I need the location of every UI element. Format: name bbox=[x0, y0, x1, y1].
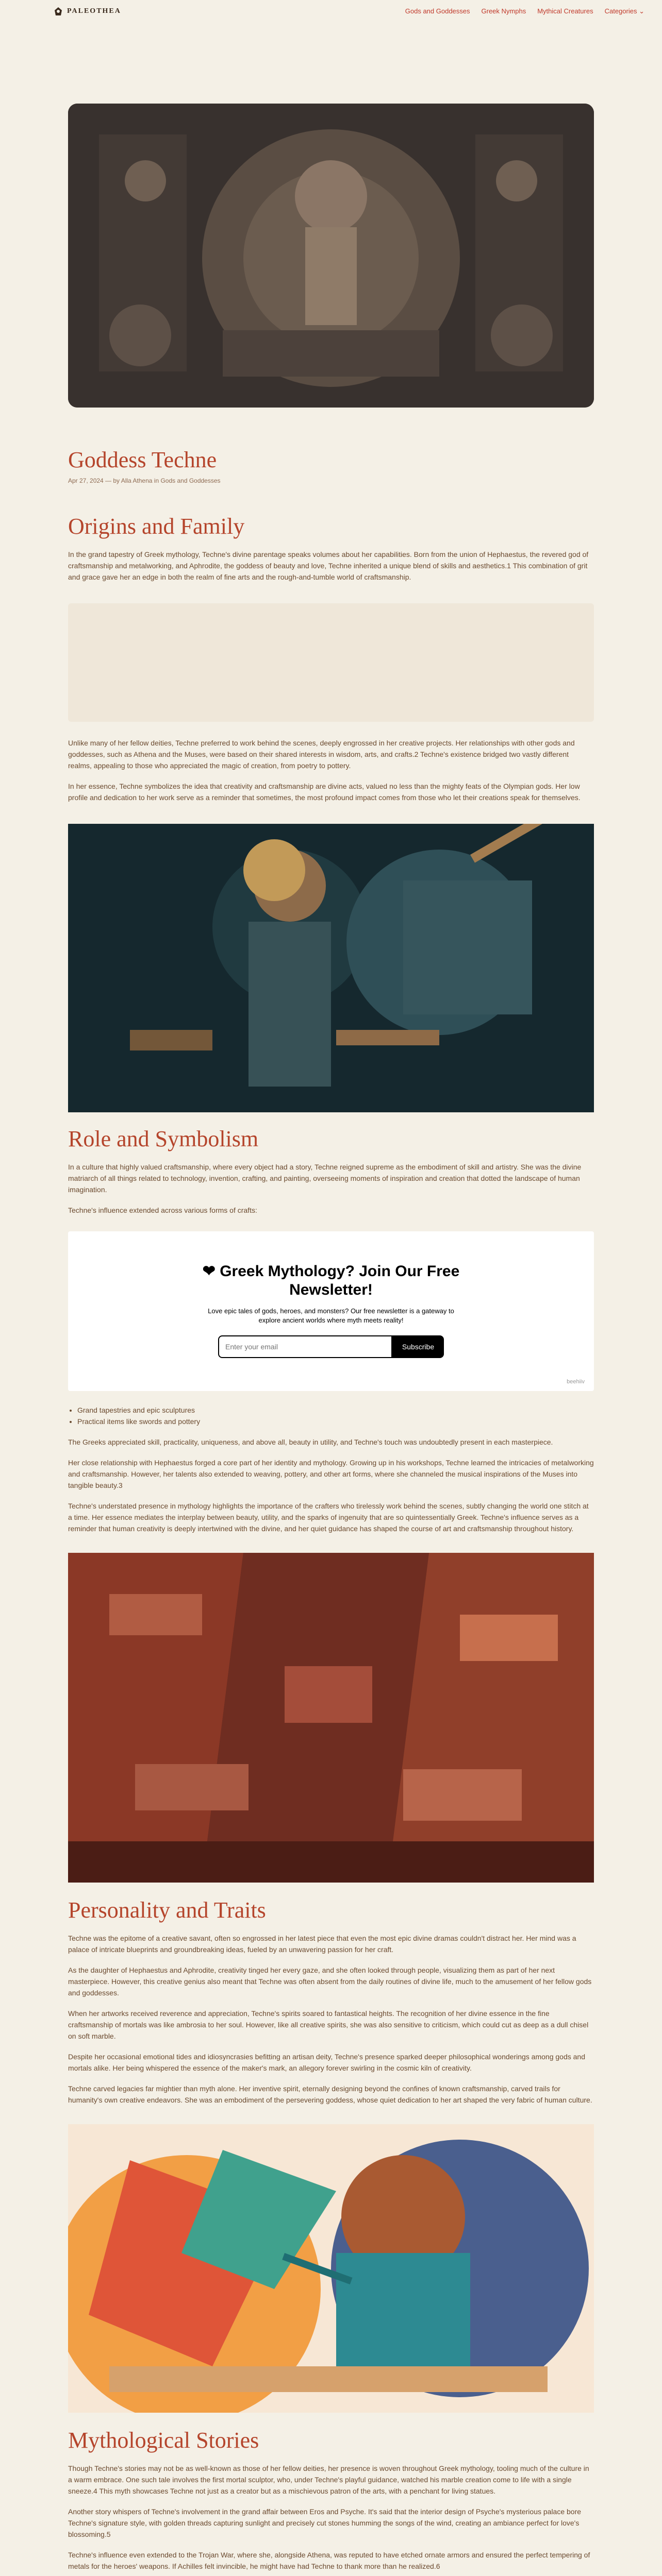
logo-text: PALEOTHEA bbox=[67, 7, 121, 15]
paragraph: The Greeks appreciated skill, practicality, uniqueness, and above all, beauty in utility, and Techne's touch was undoubtedly present in each masterpiece. bbox=[68, 1438, 553, 1446]
nav-categories[interactable] bbox=[605, 7, 644, 15]
list-item: • Grand tapestries and epic sculptures bbox=[77, 1404, 594, 1416]
main-nav bbox=[405, 7, 644, 15]
craft-list bbox=[68, 1404, 594, 1427]
paragraph: Techne was the epitome of a creative savant, often so engrossed in her latest piece that even the most epic divine dramas couldn't distract her. Her mind was a palace of intricate blueprints and groundbreaking ideas, fueled by an unwavering passion for her craft. bbox=[68, 1934, 576, 1954]
paragraph: Her close relationship with Hephaestus forged a core part of her identity and mythology. Growing up in his workshops, Techne learned the intricacies of metalworking and craftsmanship. However, her talents also extended to weaving, pottery, and other art forms, where she channeled the musical inspirations of the Muses into tangible beauty.3 bbox=[68, 1459, 594, 1489]
article bbox=[68, 104, 594, 2576]
site-logo[interactable] bbox=[54, 7, 121, 16]
newsletter-description: Love epic tales of gods, heroes, and monsters? Our free newsletter is a gateway to explore ancient worlds where myth meets reality! bbox=[208, 1307, 454, 1324]
section-heading: Origins and Family bbox=[68, 514, 245, 539]
nav-nymphs[interactable]: Greek Nymphs bbox=[481, 7, 526, 15]
newsletter-form bbox=[197, 1335, 465, 1358]
nav-gods[interactable]: Gods and Goddesses bbox=[405, 7, 470, 15]
section-heading: Mythological Stories bbox=[68, 2428, 259, 2453]
paragraph: Despite her occasional emotional tides and idiosyncrasies befitting an artisan deity, Techne's presence sparked deeper philosophical wonderings among gods and mortals alike. Her being whispered the essence of the maker's mark, an allegory forever swirling in the cosmic kiln of creativity. bbox=[68, 2053, 585, 2072]
newsletter-brand: beehiiv bbox=[567, 1379, 585, 1385]
nav-creatures[interactable]: Mythical Creatures bbox=[537, 7, 593, 15]
paragraph: In the grand tapestry of Greek mythology, Techne's divine parentage speaks volumes about her capabilities. Born from the union of Hephaestus, the revered god of craftsmanship and metalworking, and Aphrodite, the goddess of beauty and love, Techne inherited a unique blend of skills and aesthetics.1 This combination of grit and grace gave her an edge in both the realm of fine arts and the rough-and-tumble world of craftsmanship. bbox=[68, 550, 589, 581]
paragraph: Techne carved legacies far mightier than myth alone. Her inventive spirit, eternally designing beyond the confines of known craftsmanship, carved trails for humanity's own creative endeavors. She was an embodiment of the persevering goddess, whose quiet dedication to her art shaped the very fabric of human culture. bbox=[68, 2084, 592, 2104]
post-meta: Apr 27, 2024 — by Alla Athena in Gods and Goddesses bbox=[68, 477, 221, 484]
section-heading: Personality and Traits bbox=[68, 1897, 266, 1923]
page-title: Goddess Techne bbox=[68, 447, 217, 472]
article-image bbox=[68, 824, 594, 1112]
paragraph: Techne's influence even extended to the Trojan War, where she, alongside Athena, was reputed to have etched ornate armors and ensured the perfect tempering of metals for the heroes' weapons. If Achilles felt invincible, he might have had Techne to thank more than he realized.6 bbox=[68, 2551, 590, 2570]
paragraph: Though Techne's stories may not be as well-known as those of her fellow deities, her presence is woven throughout Greek mythology, tooling much of the culture in a warm embrace. One such tale involves the first mortal sculptor, who, under Techne's playful guidance, watched his marble creation come to life with a single sneeze.4 This myth showcases Techne not just as a creator but as a mischievous patron of the arts, with a penchant for living statues. bbox=[68, 2464, 589, 2495]
logo-icon bbox=[54, 7, 63, 16]
paragraph: Techne's understated presence in mythology highlights the importance of the crafters who tirelessly work behind the scenes, subtly changing the world one stitch at a time. Her essence mediates the interplay between beauty, utility, and the sparks of ingenuity that are so quintessentially Greek. Techne's influence serves as a reminder that human creativity is deeply intertwined with the divine, and her quiet guidance has shaped the course of art and craftsmanship throughout history. bbox=[68, 1502, 589, 1533]
paragraph: Another story whispers of Techne's involvement in the grand affair between Eros and Psyche. It's said that the interior design of Psyche's mysterious palace bore Techne's signature style, with golden threads capturing sunlight and precisely cut stones humming the songs of the wind, creating an ambiance perfect for love's blossoming.5 bbox=[68, 2507, 582, 2538]
paragraph: In a culture that highly valued craftsmanship, where every object had a story, Techne reigned supreme as the embodiment of skill and artistry. She was the divine matriarch of all things related to technology, invention, crafting, and painting, overseeing moments of inspiration and creation that dotted the landscape of human imagination. bbox=[68, 1163, 582, 1194]
paragraph: As the daughter of Hephaestus and Aphrodite, creativity tinged her every gaze, and she often looked through people, visualizing them as part of her next masterpiece. However, this creative genius also meant that Techne was often absent from the daily routines of divine life, much to the amusement of her fellow gods and goddesses. bbox=[68, 1966, 592, 1997]
newsletter-box bbox=[68, 1231, 594, 1391]
paragraph: In her essence, Techne symbolizes the idea that creativity and craftsmanship are divine acts, valued no less than the mighty feats of the Olympian gods. Her low profile and dedication to her work serve as a reminder that sometimes, the most profound impact comes from those who let their creations speak for themselves. bbox=[68, 782, 581, 802]
paragraph: Techne's influence extended across various forms of crafts: bbox=[68, 1206, 257, 1214]
newsletter-inner bbox=[197, 1262, 465, 1358]
site-header bbox=[0, 0, 662, 23]
subscribe-button[interactable]: Subscribe bbox=[392, 1335, 444, 1358]
nav-categories-label: Categories bbox=[604, 7, 637, 15]
chevron-down-icon: ⌄ bbox=[639, 7, 644, 15]
hero-image bbox=[68, 104, 594, 408]
paragraph: Unlike many of her fellow deities, Techne preferred to work behind the scenes, deeply engrossed in her creative projects. Her relationships with other gods and goddesses, such as Athena and the Muses, were based on their shared interests in wisdom, arts, and crafts.2 Techne's existence bridged two vastly different realms, appealing to those who appreciated the magic of creation, from poetry to pottery. bbox=[68, 739, 575, 770]
article-image bbox=[68, 1553, 594, 1883]
section-heading: Role and Symbolism bbox=[68, 1126, 259, 1151]
ad-placeholder bbox=[68, 603, 594, 722]
email-field[interactable] bbox=[218, 1335, 392, 1358]
list-item: • Practical items like swords and pottery bbox=[77, 1416, 594, 1427]
article-image bbox=[68, 2124, 594, 2413]
paragraph: When her artworks received reverence and appreciation, Techne's spirits soared to fantastical heights. The recognition of her divine essence in the fine craftsmanship of mortals was like ambrosia to her soul. However, like all creative spirits, she was also sensitive to criticism, which could cut as deep as a dull chisel on soft marble. bbox=[68, 2009, 589, 2040]
newsletter-title: ❤ Greek Mythology? Join Our Free Newsletter! bbox=[202, 1263, 460, 1298]
